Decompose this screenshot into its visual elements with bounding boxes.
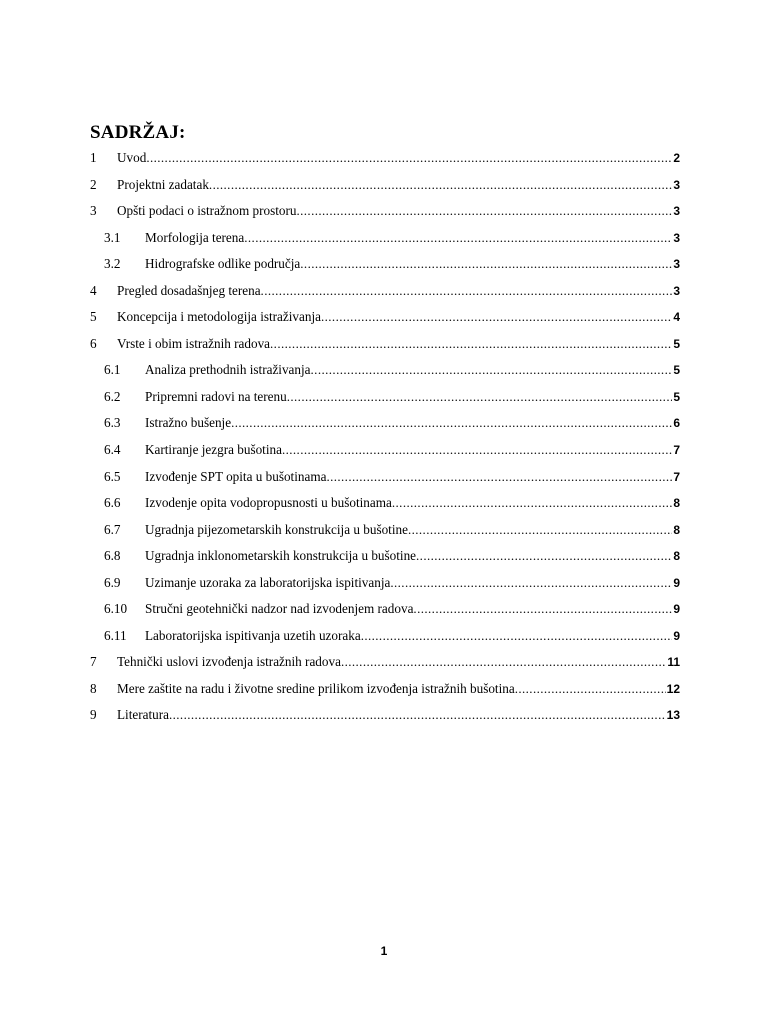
toc-entry-page: 9 — [673, 575, 680, 590]
toc-entry[interactable] — [90, 198, 680, 225]
toc-entry-number: 6.9 — [104, 574, 121, 590]
toc-entry[interactable] — [90, 517, 680, 544]
toc-entry-number: 5 — [90, 309, 97, 325]
toc-dot-leader — [261, 278, 673, 305]
toc-dot-leader — [270, 331, 672, 358]
toc-entry-label: Uzimanje uzoraka za laboratorijska ispitivanja — [145, 574, 391, 590]
toc-entry-page: 3 — [673, 204, 680, 219]
toc-entry-number: 4 — [90, 282, 97, 298]
toc-dot-leader — [416, 543, 672, 570]
toc-entry-label: Uvod — [117, 150, 147, 165]
toc-entry[interactable] — [90, 702, 680, 729]
toc-entry[interactable] — [90, 570, 680, 597]
toc-entry-number: 8 — [90, 680, 97, 696]
toc-entry-label: Stručni geotehnički nadzor nad izvodenjem radova — [145, 601, 414, 617]
toc-entry-number: 3.2 — [104, 256, 121, 272]
toc-dot-leader — [321, 304, 672, 331]
toc-entry-number: 7 — [90, 654, 97, 670]
toc-entry-page: 12 — [666, 681, 680, 696]
toc-entry[interactable] — [90, 464, 680, 491]
toc-entry[interactable] — [90, 384, 680, 411]
page-number: 1 — [380, 944, 388, 958]
toc-entry[interactable] — [90, 676, 680, 703]
toc-entry-label: Vrste i obim istražnih radova — [117, 335, 271, 351]
toc-dot-leader — [326, 464, 672, 491]
toc-entry[interactable] — [90, 251, 680, 278]
toc-dot-leader — [282, 437, 672, 464]
toc-entry[interactable] — [90, 331, 680, 358]
toc-entry-page: 5 — [673, 363, 680, 378]
toc-entry[interactable] — [90, 278, 680, 305]
toc-entry-label: Hidrografske odlike područja — [145, 256, 301, 272]
toc-entry-page: 7 — [673, 469, 680, 484]
toc-entry[interactable] — [90, 225, 680, 252]
toc-entry-page: 3 — [673, 257, 680, 272]
toc-dot-leader — [361, 623, 673, 650]
toc-entry[interactable] — [90, 623, 680, 650]
toc-entry-number: 1 — [90, 150, 97, 165]
toc-entry-page: 11 — [667, 655, 680, 670]
toc-entry[interactable] — [90, 357, 680, 384]
toc-entry-number: 6.3 — [104, 415, 121, 431]
toc-dot-leader — [300, 251, 672, 278]
toc-entry-number: 6.6 — [104, 495, 121, 511]
toc-entry-page: 8 — [673, 522, 680, 537]
toc-entry-number: 6.4 — [104, 442, 121, 458]
toc-entry-number: 9 — [90, 707, 97, 723]
toc-entry-label: Izvođenje SPT opita u bušotinama — [145, 468, 327, 484]
toc-entry[interactable] — [90, 596, 680, 623]
toc-entry-page: 7 — [673, 443, 680, 458]
toc-entry[interactable] — [90, 410, 680, 437]
toc-dot-leader — [287, 384, 673, 411]
toc-entry-page: 4 — [673, 310, 680, 325]
toc-entry-label: Pripremni radovi na terenu — [145, 388, 287, 404]
toc-dot-leader — [413, 596, 672, 623]
toc-entry-page: 5 — [673, 336, 680, 351]
toc-entry-page: 2 — [673, 151, 680, 165]
toc-entry-label: Izvodenje opita vodopropusnosti u bušotinama — [145, 495, 392, 511]
toc-entry-number: 6.10 — [104, 601, 128, 617]
toc-entry-number: 6.8 — [104, 548, 121, 564]
table-of-contents — [90, 145, 680, 729]
toc-entry-page: 6 — [673, 416, 680, 431]
toc-dot-leader — [341, 649, 666, 676]
toc-entry-label: Literatura — [117, 707, 169, 723]
toc-heading: SADRŽAJ: — [90, 122, 186, 143]
toc-entry-label: Ugradnja inklonometarskih konstrukcija u bušotine — [145, 548, 417, 564]
toc-dot-leader — [311, 357, 673, 384]
toc-entry-page: 5 — [673, 389, 680, 404]
toc-entry-number: 2 — [90, 176, 97, 192]
toc-entry-page: 9 — [673, 628, 680, 643]
toc-entry[interactable] — [90, 145, 680, 172]
toc-entry[interactable] — [90, 304, 680, 331]
toc-entry-label: Analiza prethodnih istraživanja — [145, 362, 311, 378]
toc-entry-label: Pregled dosadašnjeg terena — [117, 282, 261, 298]
toc-dot-leader — [390, 570, 672, 597]
toc-entry-number: 6.2 — [104, 388, 121, 404]
toc-entry-number: 3.1 — [104, 229, 121, 245]
toc-dot-leader — [231, 410, 672, 437]
toc-dot-leader — [244, 225, 672, 252]
toc-dot-leader — [209, 172, 672, 199]
toc-entry[interactable] — [90, 490, 680, 517]
toc-dot-leader — [146, 145, 672, 172]
toc-dot-leader — [408, 517, 672, 544]
toc-entry-page: 9 — [673, 602, 680, 617]
toc-entry-page: 8 — [673, 496, 680, 511]
toc-entry-label: Mere zaštite na radu i životne sredine prilikom izvođenja istražnih bušotina — [117, 680, 515, 696]
toc-entry-label: Ugradnja pijezometarskih konstrukcija u bušotine — [145, 521, 408, 537]
toc-entry-label: Koncepcija i metodologija istraživanja — [117, 309, 321, 325]
toc-dot-leader — [392, 490, 672, 517]
toc-entry-label: Tehnički uslovi izvođenja istražnih radova — [117, 654, 341, 670]
toc-entry-page: 3 — [673, 230, 680, 245]
toc-entry-number: 6 — [90, 335, 97, 351]
toc-dot-leader — [515, 676, 666, 703]
toc-entry[interactable] — [90, 649, 680, 676]
toc-entry-label: Morfologija terena — [145, 229, 245, 245]
toc-entry-label: Istražno bušenje — [145, 415, 232, 431]
toc-dot-leader — [296, 198, 672, 225]
toc-entry-page: 13 — [666, 708, 680, 723]
toc-entry[interactable] — [90, 437, 680, 464]
toc-entry-label: Projektni zadatak — [117, 176, 209, 192]
toc-entry[interactable] — [90, 172, 680, 199]
toc-entry-label: Kartiranje jezgra bušotina — [145, 442, 282, 458]
toc-entry-label: Opšti podaci o istražnom prostoru — [117, 203, 297, 219]
toc-dot-leader — [169, 702, 666, 729]
toc-entry-page: 3 — [673, 177, 680, 192]
toc-entry-number: 3 — [90, 203, 97, 219]
toc-entry-number: 6.11 — [104, 627, 127, 643]
toc-entry-label: Laboratorijska ispitivanja uzetih uzoraka — [145, 627, 361, 643]
toc-entry-page: 3 — [673, 283, 680, 298]
toc-entry[interactable] — [90, 543, 680, 570]
toc-entry-number: 6.7 — [104, 521, 121, 537]
toc-entry-number: 6.5 — [104, 468, 121, 484]
toc-entry-page: 8 — [673, 549, 680, 564]
toc-entry-number: 6.1 — [104, 362, 121, 378]
